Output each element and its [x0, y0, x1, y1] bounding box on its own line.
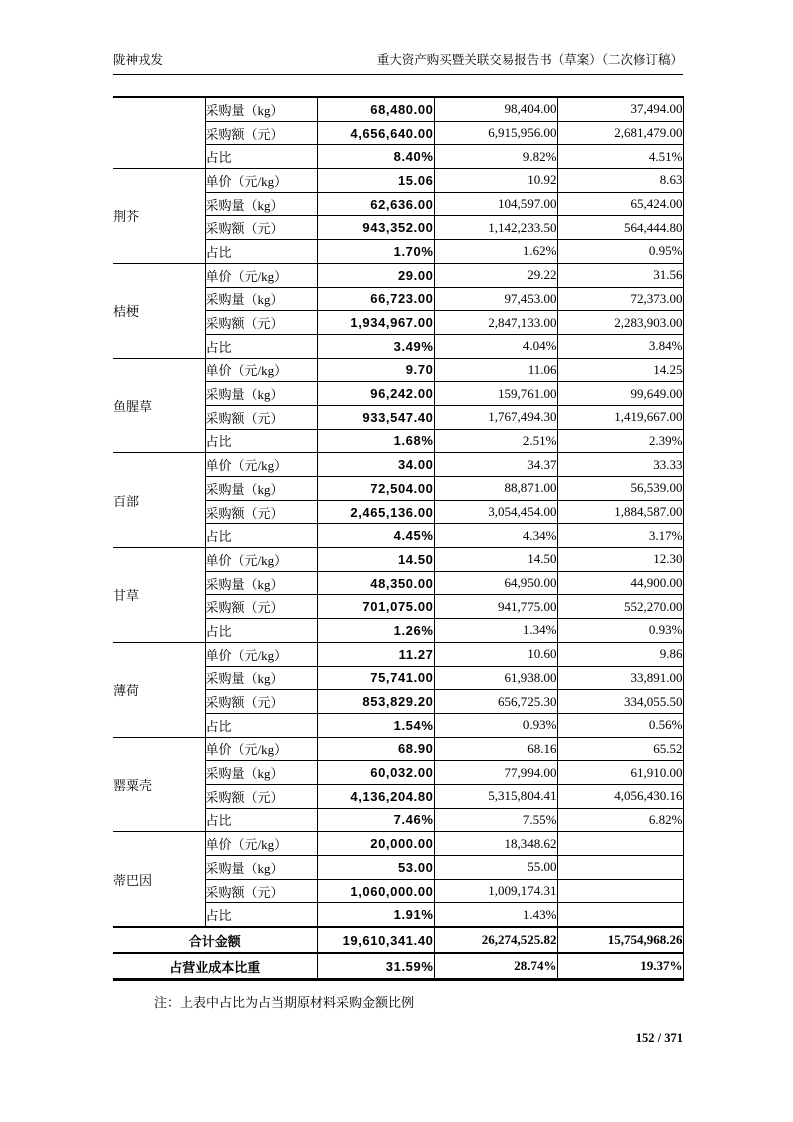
material-cell: 薄荷 — [113, 642, 205, 737]
metric-label-cell: 占比 — [205, 619, 317, 643]
metric-label-cell: 采购量（kg） — [205, 97, 317, 121]
metric-label-cell: 占比 — [205, 524, 317, 548]
value-cell-period3: 8.63 — [557, 169, 683, 193]
metric-label-cell: 占比 — [205, 713, 317, 737]
summary-value-period2: 26,274,525.82 — [434, 927, 557, 953]
page-header — [113, 50, 683, 75]
value-cell-period3 — [557, 856, 683, 880]
value-cell-period1: 62,636.00 — [317, 192, 434, 216]
value-cell-period1: 29.00 — [317, 263, 434, 287]
value-cell-period2: 104,597.00 — [434, 192, 557, 216]
value-cell-period1: 2,465,136.00 — [317, 500, 434, 524]
value-cell-period3 — [557, 903, 683, 927]
value-cell-period2: 159,761.00 — [434, 382, 557, 406]
value-cell-period3: 9.86 — [557, 642, 683, 666]
value-cell-period1: 66,723.00 — [317, 287, 434, 311]
summary-row — [113, 927, 683, 953]
value-cell-period2: 68.16 — [434, 737, 557, 761]
value-cell-period2: 11.06 — [434, 358, 557, 382]
value-cell-period3: 2,283,903.00 — [557, 311, 683, 335]
value-cell-period1: 75,741.00 — [317, 666, 434, 690]
value-cell-period3: 65.52 — [557, 737, 683, 761]
material-cell: 蒂巴因 — [113, 832, 205, 927]
value-cell-period3: 334,055.50 — [557, 690, 683, 714]
value-cell-period3: 1,884,587.00 — [557, 500, 683, 524]
value-cell-period1: 1.26% — [317, 619, 434, 643]
value-cell-period2: 2,847,133.00 — [434, 311, 557, 335]
value-cell-period1: 14.50 — [317, 548, 434, 572]
metric-label-cell: 采购额（元） — [205, 879, 317, 903]
table-row — [113, 737, 683, 761]
value-cell-period1: 1.91% — [317, 903, 434, 927]
value-cell-period2: 2.51% — [434, 429, 557, 453]
value-cell-period2: 1.34% — [434, 619, 557, 643]
table-row — [113, 642, 683, 666]
value-cell-period2: 1,142,233.50 — [434, 216, 557, 240]
value-cell-period2: 1.43% — [434, 903, 557, 927]
value-cell-period1: 1.68% — [317, 429, 434, 453]
value-cell-period3: 33.33 — [557, 453, 683, 477]
value-cell-period3: 33,891.00 — [557, 666, 683, 690]
summary-value-period1: 19,610,341.40 — [317, 927, 434, 953]
value-cell-period1: 701,075.00 — [317, 595, 434, 619]
value-cell-period3: 0.93% — [557, 619, 683, 643]
value-cell-period1: 96,242.00 — [317, 382, 434, 406]
value-cell-period2: 1.62% — [434, 240, 557, 264]
value-cell-period1: 72,504.00 — [317, 477, 434, 501]
value-cell-period1: 48,350.00 — [317, 571, 434, 595]
value-cell-period1: 60,032.00 — [317, 761, 434, 785]
value-cell-period2: 4.04% — [434, 334, 557, 358]
value-cell-period3: 3.84% — [557, 334, 683, 358]
value-cell-period3: 31.56 — [557, 263, 683, 287]
value-cell-period3: 99,649.00 — [557, 382, 683, 406]
table-row — [113, 832, 683, 856]
value-cell-period1: 933,547.40 — [317, 405, 434, 429]
material-cell: 荆芥 — [113, 169, 205, 264]
value-cell-period2: 0.93% — [434, 713, 557, 737]
value-cell-period3: 2,681,479.00 — [557, 121, 683, 145]
metric-label-cell: 占比 — [205, 240, 317, 264]
metric-label-cell: 采购量（kg） — [205, 571, 317, 595]
value-cell-period1: 4,136,204.80 — [317, 784, 434, 808]
value-cell-period1: 3.49% — [317, 334, 434, 358]
metric-label-cell: 单价（元/kg） — [205, 548, 317, 572]
value-cell-period1: 7.46% — [317, 808, 434, 832]
material-cell: 罂粟壳 — [113, 737, 205, 832]
value-cell-period1: 1,060,000.00 — [317, 879, 434, 903]
value-cell-period1: 4,656,640.00 — [317, 121, 434, 145]
value-cell-period2: 34.37 — [434, 453, 557, 477]
metric-label-cell: 单价（元/kg） — [205, 453, 317, 477]
metric-label-cell: 采购额（元） — [205, 405, 317, 429]
value-cell-period3: 1,419,667.00 — [557, 405, 683, 429]
value-cell-period3: 0.56% — [557, 713, 683, 737]
value-cell-period3 — [557, 832, 683, 856]
value-cell-period2: 7.55% — [434, 808, 557, 832]
value-cell-period1: 15.06 — [317, 169, 434, 193]
header-doc-title: 重大资产购买暨关联交易报告书（草案）（二次修订稿） — [376, 53, 683, 67]
metric-label-cell: 单价（元/kg） — [205, 832, 317, 856]
value-cell-period2: 10.60 — [434, 642, 557, 666]
value-cell-period1: 34.00 — [317, 453, 434, 477]
metric-label-cell: 采购额（元） — [205, 690, 317, 714]
value-cell-period2: 77,994.00 — [434, 761, 557, 785]
value-cell-period1: 9.70 — [317, 358, 434, 382]
value-cell-period3: 4.51% — [557, 145, 683, 169]
value-cell-period2: 64,950.00 — [434, 571, 557, 595]
summary-value-period3: 19.37% — [557, 953, 683, 980]
material-cell: 百部 — [113, 453, 205, 548]
value-cell-period3: 4,056,430.16 — [557, 784, 683, 808]
metric-label-cell: 采购额（元） — [205, 784, 317, 808]
metric-label-cell: 采购额（元） — [205, 500, 317, 524]
metric-label-cell: 采购额（元） — [205, 121, 317, 145]
value-cell-period1: 11.27 — [317, 642, 434, 666]
value-cell-period2: 656,725.30 — [434, 690, 557, 714]
value-cell-period1: 20,000.00 — [317, 832, 434, 856]
header-company-name: 陇神戎发 — [113, 53, 164, 67]
page-number: 152 / 371 — [635, 1031, 683, 1045]
value-cell-period2: 14.50 — [434, 548, 557, 572]
metric-label-cell: 占比 — [205, 145, 317, 169]
value-cell-period2: 18,348.62 — [434, 832, 557, 856]
procurement-table — [113, 96, 684, 981]
metric-label-cell: 采购量（kg） — [205, 287, 317, 311]
value-cell-period1: 68.90 — [317, 737, 434, 761]
summary-row — [113, 953, 683, 980]
value-cell-period3: 44,900.00 — [557, 571, 683, 595]
value-cell-period3: 2.39% — [557, 429, 683, 453]
value-cell-period2: 6,915,956.00 — [434, 121, 557, 145]
value-cell-period2: 88,871.00 — [434, 477, 557, 501]
metric-label-cell: 单价（元/kg） — [205, 642, 317, 666]
metric-label-cell: 单价（元/kg） — [205, 358, 317, 382]
metric-label-cell: 采购量（kg） — [205, 192, 317, 216]
summary-value-period3: 15,754,968.26 — [557, 927, 683, 953]
value-cell-period3: 14.25 — [557, 358, 683, 382]
value-cell-period3: 37,494.00 — [557, 97, 683, 121]
metric-label-cell: 采购量（kg） — [205, 382, 317, 406]
value-cell-period2: 4.34% — [434, 524, 557, 548]
metric-label-cell: 占比 — [205, 334, 317, 358]
value-cell-period2: 1,767,494.30 — [434, 405, 557, 429]
summary-value-period1: 31.59% — [317, 953, 434, 980]
value-cell-period2: 5,315,804.41 — [434, 784, 557, 808]
table-row — [113, 453, 683, 477]
value-cell-period2: 98,404.00 — [434, 97, 557, 121]
value-cell-period2: 10.92 — [434, 169, 557, 193]
metric-label-cell: 采购量（kg） — [205, 477, 317, 501]
metric-label-cell: 占比 — [205, 903, 317, 927]
value-cell-period1: 4.45% — [317, 524, 434, 548]
value-cell-period1: 1,934,967.00 — [317, 311, 434, 335]
value-cell-period2: 1,009,174.31 — [434, 879, 557, 903]
value-cell-period1: 853,829.20 — [317, 690, 434, 714]
metric-label-cell: 单价（元/kg） — [205, 169, 317, 193]
value-cell-period1: 1.54% — [317, 713, 434, 737]
value-cell-period2: 9.82% — [434, 145, 557, 169]
table-row — [113, 263, 683, 287]
value-cell-period2: 55.00 — [434, 856, 557, 880]
value-cell-period2: 61,938.00 — [434, 666, 557, 690]
value-cell-period1: 8.40% — [317, 145, 434, 169]
summary-value-period2: 28.74% — [434, 953, 557, 980]
metric-label-cell: 采购额（元） — [205, 311, 317, 335]
value-cell-period3: 6.82% — [557, 808, 683, 832]
value-cell-period3: 61,910.00 — [557, 761, 683, 785]
table-row — [113, 358, 683, 382]
value-cell-period2: 941,775.00 — [434, 595, 557, 619]
table-row — [113, 169, 683, 193]
summary-label-cell: 占营业成本比重 — [113, 953, 317, 980]
value-cell-period2: 29.22 — [434, 263, 557, 287]
value-cell-period1: 1.70% — [317, 240, 434, 264]
table-row — [113, 97, 683, 121]
metric-label-cell: 占比 — [205, 808, 317, 832]
value-cell-period3: 65,424.00 — [557, 192, 683, 216]
metric-label-cell: 单价（元/kg） — [205, 737, 317, 761]
value-cell-period3 — [557, 879, 683, 903]
value-cell-period2: 97,453.00 — [434, 287, 557, 311]
value-cell-period3: 564,444.80 — [557, 216, 683, 240]
value-cell-period3: 0.95% — [557, 240, 683, 264]
value-cell-period3: 3.17% — [557, 524, 683, 548]
value-cell-period1: 53.00 — [317, 856, 434, 880]
value-cell-period3: 56,539.00 — [557, 477, 683, 501]
summary-label-cell: 合计金额 — [113, 927, 317, 953]
value-cell-period3: 72,373.00 — [557, 287, 683, 311]
value-cell-period2: 3,054,454.00 — [434, 500, 557, 524]
metric-label-cell: 采购量（kg） — [205, 666, 317, 690]
value-cell-period3: 552,270.00 — [557, 595, 683, 619]
metric-label-cell: 单价（元/kg） — [205, 263, 317, 287]
value-cell-period1: 68,480.00 — [317, 97, 434, 121]
metric-label-cell: 采购量（kg） — [205, 761, 317, 785]
table-row — [113, 548, 683, 572]
metric-label-cell: 采购额（元） — [205, 216, 317, 240]
table-note: 注：上表中占比为占当期原材料采购金额比例 — [154, 995, 415, 1010]
material-cell: 鱼腥草 — [113, 358, 205, 453]
metric-label-cell: 采购额（元） — [205, 595, 317, 619]
material-cell: 桔梗 — [113, 263, 205, 358]
value-cell-period1: 943,352.00 — [317, 216, 434, 240]
metric-label-cell: 占比 — [205, 429, 317, 453]
value-cell-period3: 12.30 — [557, 548, 683, 572]
material-cell — [113, 97, 205, 169]
material-cell: 甘草 — [113, 548, 205, 643]
metric-label-cell: 采购量（kg） — [205, 856, 317, 880]
